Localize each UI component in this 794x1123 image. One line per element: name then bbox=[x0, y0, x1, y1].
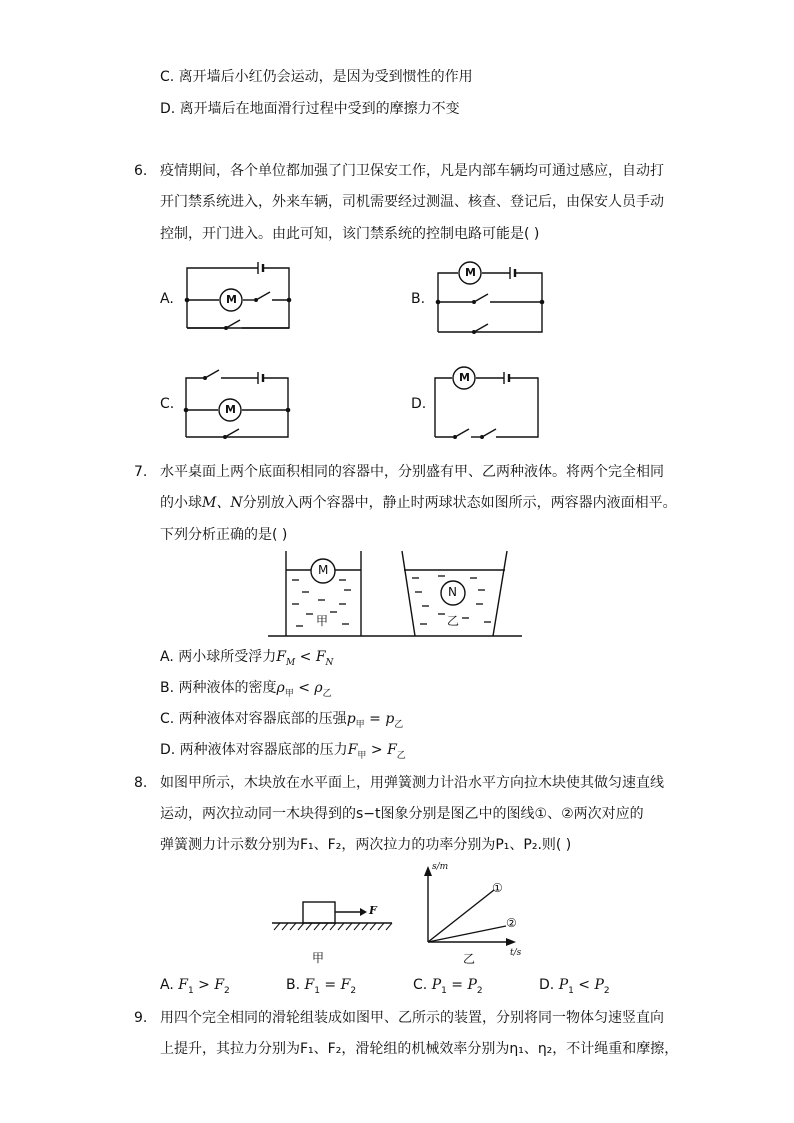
force-arrow-icon bbox=[360, 908, 367, 916]
motor-b-label: M bbox=[465, 266, 476, 279]
q7-text-line2: 的小球M、N分别放入两个容器中，静止时两球状态如图所示，两容器内液面相平。 bbox=[160, 495, 677, 511]
graph-line-2-label: ② bbox=[506, 916, 517, 930]
force-label: F bbox=[369, 904, 377, 917]
motor-c-label: M bbox=[225, 403, 236, 416]
x-axis-label: t/s bbox=[510, 948, 522, 958]
q9-text-line2: 上提升，其拉力分别为F₁、F₂，滑轮组的机械效率分别为η₁、η₂，不计绳重和摩擦， bbox=[160, 1041, 679, 1057]
y-axis-label: s/m bbox=[432, 862, 449, 872]
ball-m-label: M bbox=[318, 563, 329, 577]
fig-yi-label: 乙 bbox=[463, 952, 476, 966]
q8-option-a: A. $F_1 > F_2$ bbox=[160, 977, 230, 996]
wood-block bbox=[303, 902, 335, 923]
motor-d-label: M bbox=[459, 371, 470, 384]
q8-text-line3: 弹簧测力计示数分别为F₁、F₂，两次拉力的功率分别为P₁、P₂.则( ) bbox=[160, 837, 572, 853]
q6-text-line2: 开门禁系统进入，外来车辆，司机需要经过测温、核查、登记后，由保安人员手动 bbox=[160, 194, 664, 210]
graph-line-1-label: ① bbox=[492, 881, 503, 895]
q8-option-b: B. $F_1 = F_2$ bbox=[286, 977, 357, 996]
motor-a-label: M bbox=[226, 293, 237, 306]
q5-option-c: C. 离开墙后小红仍会运动，是因为受到惯性的作用 bbox=[160, 69, 473, 85]
q6-text-line3: 控制，开门进入。由此可知，该门禁系统的控制电路可能是( ) bbox=[160, 226, 540, 242]
y-axis-arrow-icon bbox=[424, 866, 432, 876]
q8-number: 8. bbox=[134, 775, 148, 791]
q7-number: 7. bbox=[134, 464, 148, 480]
q8-option-c: C. $P_1 = P_2$ bbox=[413, 977, 483, 996]
q8-text-line2: 运动，两次拉动同一木块得到的s−t图象分别是图乙中的图线①、②两次对应的 bbox=[160, 806, 644, 822]
liquid-a-label: 甲 bbox=[316, 614, 329, 628]
q6-text-line1: 疫情期间，各个单位都加强了门卫保安工作，凡是内部车辆均可通过感应，自动打 bbox=[160, 163, 664, 179]
q8-option-d: D. $P_1 < P_2$ bbox=[539, 977, 610, 996]
q8-text-line1: 如图甲所示，木块放在水平面上，用弹簧测力计沿水平方向拉木块使其做匀速直线 bbox=[160, 775, 664, 791]
q7-option-d: D. 两种液体对容器底部的压力$F_甲 > F_乙$ bbox=[160, 742, 406, 761]
q6-label-d: D. bbox=[411, 396, 427, 412]
q9-number: 9. bbox=[134, 1010, 148, 1026]
q5-option-d: D. 离开墙后在地面滑行过程中受到的摩擦力不变 bbox=[160, 101, 460, 117]
q7-text-line3: 下列分析正确的是( ) bbox=[160, 527, 288, 543]
fig-jia-label: 甲 bbox=[312, 951, 325, 965]
q7-option-a: A. 两小球所受浮力$F_M < F_N$ bbox=[160, 649, 334, 668]
q7-text-line1: 水平桌面上两个底面积相同的容器中，分别盛有甲、乙两种液体。将两个完全相同 bbox=[160, 464, 664, 480]
q7-option-c: C. 两种液体对容器底部的压强$p_甲 = p_乙$ bbox=[160, 711, 404, 730]
q9-text-line1: 用四个完全相同的滑轮组装成如图甲、乙所示的装置，分别将同一物体匀速竖直向 bbox=[160, 1010, 664, 1026]
x-axis-arrow-icon bbox=[506, 938, 516, 946]
ball-n-label: N bbox=[448, 585, 457, 599]
q6-number: 6. bbox=[134, 163, 148, 179]
q6-label-c: C. bbox=[160, 396, 175, 412]
q7-option-b: B. 两种液体的密度$\rho_甲 < \rho_乙$ bbox=[160, 680, 332, 699]
q6-label-b: B. bbox=[411, 291, 426, 307]
liquid-b-label: 乙 bbox=[447, 614, 460, 628]
q6-label-a: A. bbox=[160, 291, 174, 307]
